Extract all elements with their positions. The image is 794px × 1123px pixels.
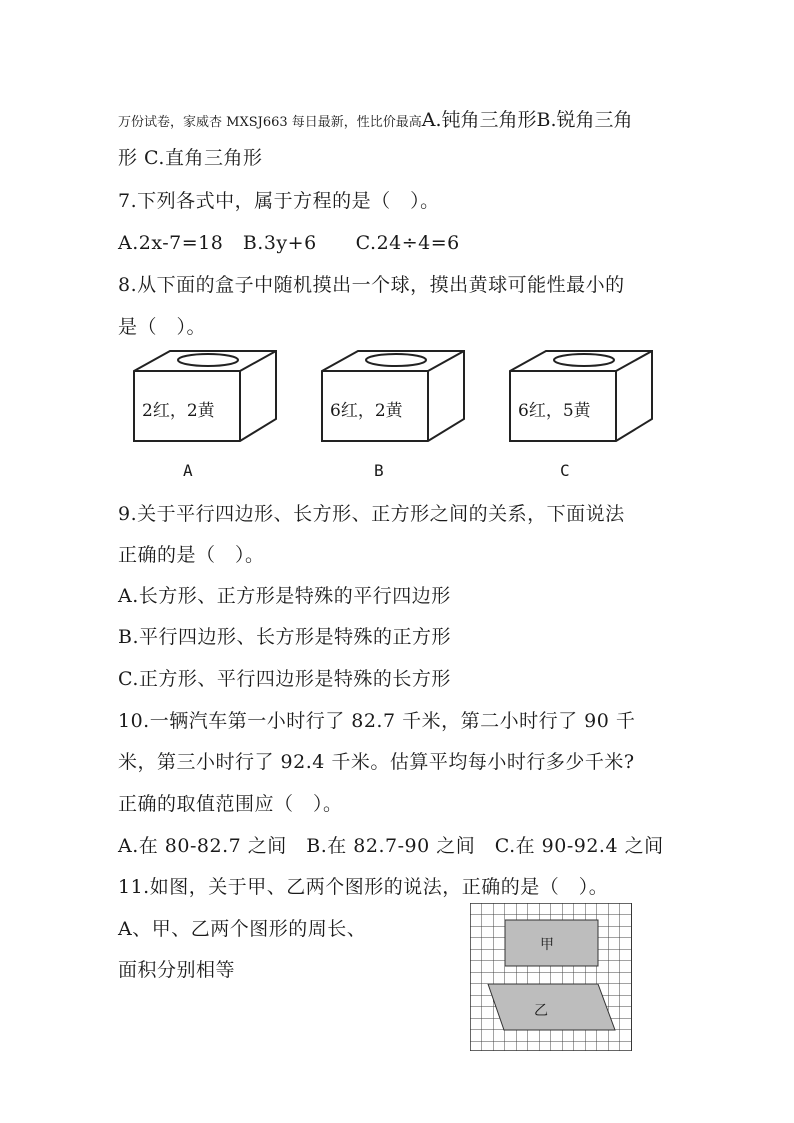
q9-question-line2: 正确的是（ ）。 (118, 544, 265, 566)
q7-options: A.2x-7=18 B.3y+6 C.24÷4=6 (118, 232, 460, 254)
q6-options-ab: A.钝角三角形B.锐角三角 (421, 109, 633, 131)
q10-question-line1: 10.一辆汽车第一小时行了 82.7 千米，第二小时行了 90 千 (118, 710, 636, 732)
q10-options: A.在 80-82.7 之间 B.在 82.7-90 之间 C.在 90-92.4 之间 (118, 835, 664, 857)
shape-yi-label: 乙 (534, 1003, 548, 1019)
q8-question-line1: 8.从下面的盒子中随机摸出一个球，摸出黄球可能性最小的 (118, 274, 625, 296)
ad-text: 万份试卷，家威杏 MXSJ663 每日最新，性比价最高 (118, 115, 422, 130)
q11-option-a-line2: 面积分别相等 (118, 959, 236, 981)
q9-question-line1: 9.关于平行四边形、长方形、正方形之间的关系，下面说法 (118, 503, 625, 525)
box-b-label: B (374, 461, 384, 480)
q8-question-line2: 是（ ）。 (118, 316, 207, 338)
box-b-content: 6红，2黄 (330, 401, 403, 421)
q6-options-cont: 形 C.直角三角形 (118, 147, 263, 169)
q11-question: 11.如图，关于甲、乙两个图形的说法，正确的是（ ）。 (118, 876, 609, 898)
q7-question: 7.下列各式中，属于方程的是（ ）。 (118, 190, 440, 212)
box-a-content: 2红，2黄 (142, 401, 215, 421)
shapes-grid-figure (470, 903, 632, 1051)
box-c-content: 6红，5黄 (518, 401, 591, 421)
q10-question-line3: 正确的取值范围应（ ）。 (118, 793, 343, 815)
q9-option-a: A.长方形、正方形是特殊的平行四边形 (118, 585, 451, 607)
shape-yi (488, 984, 615, 1030)
q9-option-b: B.平行四边形、长方形是特殊的正方形 (118, 626, 452, 648)
q11-option-a-line1: A、甲、乙两个图形的周长、 (118, 918, 367, 940)
q10-question-line2: 米，第三小时行了 92.4 千米。估算平均每小时行多少千米? (118, 751, 635, 773)
header-line (118, 108, 633, 135)
box-c-label: C (560, 461, 570, 480)
box-a-label: A (183, 461, 193, 480)
q9-option-c: C.正方形、平行四边形是特殊的长方形 (118, 668, 451, 690)
grid-svg (470, 903, 632, 1051)
shape-jia-label: 甲 (540, 937, 554, 953)
